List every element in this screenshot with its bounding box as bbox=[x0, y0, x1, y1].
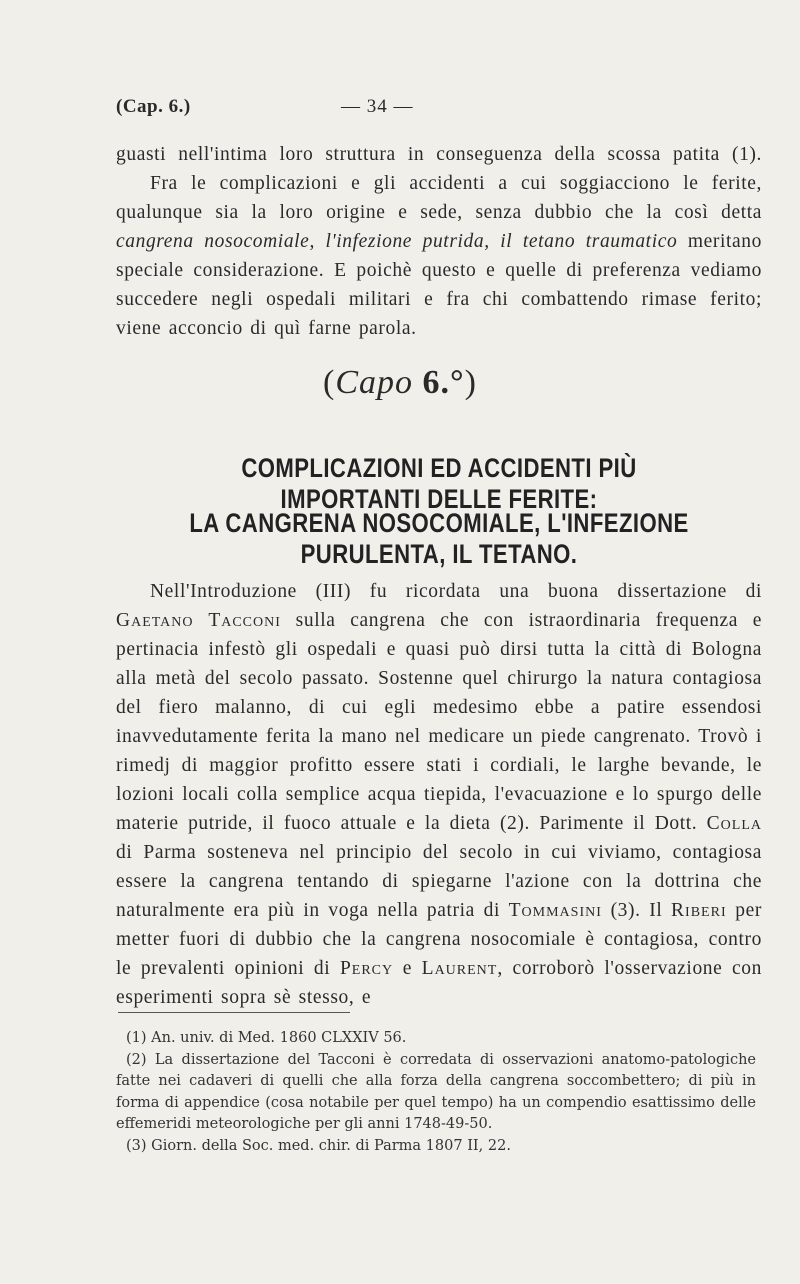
body-text-7: , corroborò l'osservazione con esperimenti sopra sè stesso, e bbox=[116, 958, 762, 1008]
author-tommasini: Tommasini bbox=[508, 900, 602, 921]
body-text-2: sulla cangrena che con istraordinaria frequenza e pertinacia infestò gli ospedali e quasi può dirsi tutta la città di Bologna alla metà del secolo passato. Sostenne quel chirurgo la natura contagiosa del fiero malanno, di cui egli medesimo ebbe a patire essendosi inavvedutamente ferita la mano nel medicare un piede cangrenato. Trovò i rimedj di maggior profitto essere stati i cordiali, le larghe bevande, le lozioni locali colla semplice acqua tiepida, l'evacuazione e lo spurgo delle materie putride, il fuoco attuale e la dieta (2). Parimente il Dott. bbox=[116, 610, 762, 834]
footnotes bbox=[116, 1028, 756, 1157]
body-text-4: (3). Il bbox=[601, 900, 672, 921]
body-text-6: e bbox=[393, 958, 422, 979]
running-header bbox=[116, 96, 740, 124]
author-riberi: Riberi bbox=[671, 900, 727, 921]
intro-text: Fra le complicazioni e gli accidenti a cui soggiacciono le ferite, qualunque sia la loro origine e sede, senza dubbio che la così detta bbox=[116, 173, 762, 223]
footnote-2: (2) La dissertazione del Tacconi è corredata di osservazioni anatomo-patologiche fatte nei cadaveri di quelli che alla forza della cangrena soccombettero; di più in forma di appendice (cosa notabile per quel tempo) ha un compendio esattissimo delle effemeridi meteorologiche per gli anni 1748-49-50. bbox=[116, 1051, 756, 1132]
body-text-5: per metter fuori di dubbio che la cangrena nosocomiale è contagiosa, contro le prevalenti opinioni di bbox=[116, 900, 762, 979]
intro-text-end: meritano speciale considerazione. E poichè questo e quelle di preferenza vediamo succedere negli ospedali militari e fra chi combattendo rimase ferito; viene acconcio di quì farne parola. bbox=[116, 231, 762, 339]
footnote-3: (3) Giorn. della Soc. med. chir. di Parma 1807 II, 22. bbox=[126, 1137, 511, 1154]
chapter-heading: (Capo 6.°) bbox=[323, 364, 477, 401]
chapter-title-line-2: LA CANGRENA NOSOCOMIALE, L'INFEZIONE PURULENTA, IL TETANO. bbox=[189, 508, 689, 569]
capo-number: 6.° bbox=[422, 364, 465, 401]
author-percy: Percy bbox=[339, 958, 394, 979]
author-laurent: Laurent bbox=[421, 958, 498, 979]
intro-italic-terms: cangrena nosocomiale, l'infezione putrida, il tetano traumatico bbox=[116, 231, 678, 252]
intro-paragraph bbox=[116, 140, 762, 343]
footnote-separator bbox=[118, 1012, 350, 1013]
body-text-1: Nell'Introduzione (III) fu ricordata una buona dissertazione di bbox=[150, 581, 762, 602]
chapter-reference: (Cap. 6.) bbox=[116, 96, 191, 117]
page-number: — 34 — bbox=[341, 96, 414, 117]
chapter-title-line-1: COMPLICAZIONI ED ACCIDENTI PIÙ IMPORTANTI DELLE FERITE: bbox=[241, 453, 637, 514]
capo-word: Capo bbox=[335, 364, 414, 401]
body-text-3: di Parma sosteneva nel principio del secolo in cui viviamo, contagiosa essere la cangrena tentando di spiegarne l'azione con la dottrina che naturalmente era più in voga nella patria di bbox=[116, 842, 762, 921]
author-tacconi: Gaetano Tacconi bbox=[116, 610, 281, 631]
author-colla: Colla bbox=[706, 813, 762, 834]
intro-text-first-line: guasti nell'intima loro struttura in conseguenza della scossa patita (1). bbox=[116, 144, 762, 165]
body-paragraph bbox=[116, 577, 762, 1012]
footnote-1: (1) An. univ. di Med. 1860 CLXXIV 56. bbox=[126, 1030, 407, 1046]
